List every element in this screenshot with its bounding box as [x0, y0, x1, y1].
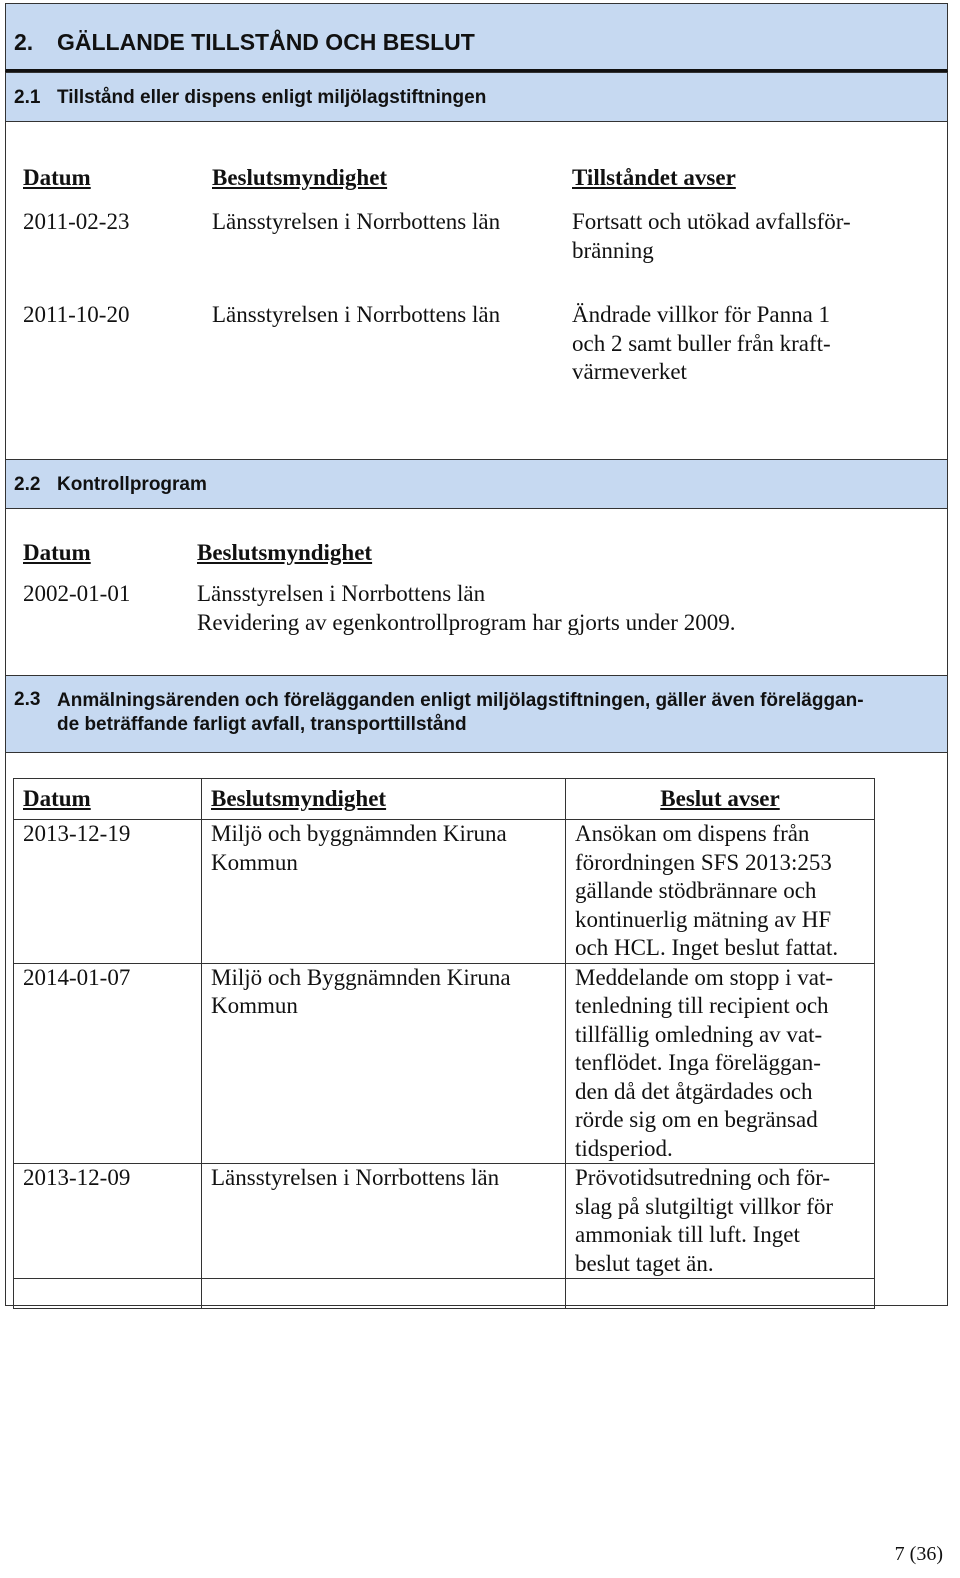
decisions-table [13, 778, 875, 1309]
col-header-datum: Datum [23, 540, 91, 565]
row-authority: Länsstyrelsen i Norrbottens län [202, 1164, 566, 1279]
section-2-3-header [5, 675, 948, 753]
table-header-row [14, 779, 875, 820]
col-header-authority: Beslutsmyndighet [197, 540, 373, 565]
row-subject: Prövotidsutredning och för- slag på slutgiltigt villkor för ammoniak till luft. Inget beslut taget än. [566, 1164, 875, 1279]
col-header-authority: Beslutsmyndighet [202, 779, 566, 820]
section-2-1-header [5, 72, 948, 122]
row-date: 2013-12-09 [14, 1164, 202, 1279]
subject-line: värmeverket [572, 359, 687, 384]
section-number: 2. [14, 29, 34, 55]
col-header-subject: Tillståndet avser [572, 165, 736, 190]
table-row [14, 1164, 875, 1279]
row-authority: Länsstyrelsen i Norrbottens län [212, 302, 501, 327]
row-subject [572, 208, 851, 265]
section-title [57, 689, 937, 737]
subject-line: och 2 samt buller från kraft- [572, 330, 831, 356]
col-header-subject: Beslut avser [566, 779, 875, 820]
col-header-authority: Beslutsmyndighet [212, 165, 388, 190]
subject-line: bränning [572, 237, 654, 263]
page-number: 7 (36) [894, 1543, 943, 1565]
subject-line: Fortsatt och utökad avfallsför- [572, 209, 851, 234]
section-number: 2.1 [14, 87, 41, 108]
row-authority: Länsstyrelsen i Norrbottens län [212, 209, 501, 234]
section-2-header [5, 3, 948, 72]
row-authority: Miljö och Byggnämnden Kiruna Kommun [202, 963, 566, 1164]
row-date: 2014-01-07 [14, 963, 202, 1164]
row-text [197, 580, 735, 637]
subject-line: Ändrade villkor för Panna 1 [572, 302, 831, 327]
table-row-empty [14, 1279, 875, 1309]
section-title: Kontrollprogram [57, 474, 207, 495]
col-header-datum: Datum [23, 165, 91, 190]
section-2-2-header [5, 459, 948, 509]
row-date: 2013-12-19 [14, 820, 202, 964]
row-authority: Miljö och byggnämnden Kiruna Kommun [202, 820, 566, 964]
table-row [14, 820, 875, 964]
section-number: 2.3 [14, 689, 41, 710]
text-line: Länsstyrelsen i Norrbottens län [197, 581, 486, 606]
title-line: de beträffande farligt avfall, transporttillstånd [57, 714, 467, 735]
row-subject: Ansökan om dispens från förordningen SFS 2013:253 gällande stödbrännare och kontinuerlig mätning av HF och HCL. Inget beslut fattat. [566, 820, 875, 964]
row-date: 2011-02-23 [23, 209, 130, 234]
table-row [14, 963, 875, 1164]
title-line: Anmälningsärenden och förelägganden enligt miljölagstiftningen, gäller även föreläggan- [57, 690, 864, 711]
section-title: GÄLLANDE TILLSTÅND OCH BESLUT [57, 29, 475, 55]
section-number: 2.2 [14, 474, 41, 495]
row-subject: Meddelande om stopp i vat- tenledning till recipient och tillfällig omledning av vat- tenflödet. Inga föreläggan- den då det åtgärdades och rörde sig om en begränsad tidsperiod. [566, 963, 875, 1164]
row-date: 2011-10-20 [23, 302, 130, 327]
row-subject [572, 301, 831, 387]
row-date: 2002-01-01 [23, 581, 131, 606]
section-title: Tillstånd eller dispens enligt miljölagstiftningen [57, 87, 487, 108]
col-header-datum: Datum [14, 779, 202, 820]
text-line: Revidering av egenkontrollprogram har gjorts under 2009. [197, 609, 736, 635]
